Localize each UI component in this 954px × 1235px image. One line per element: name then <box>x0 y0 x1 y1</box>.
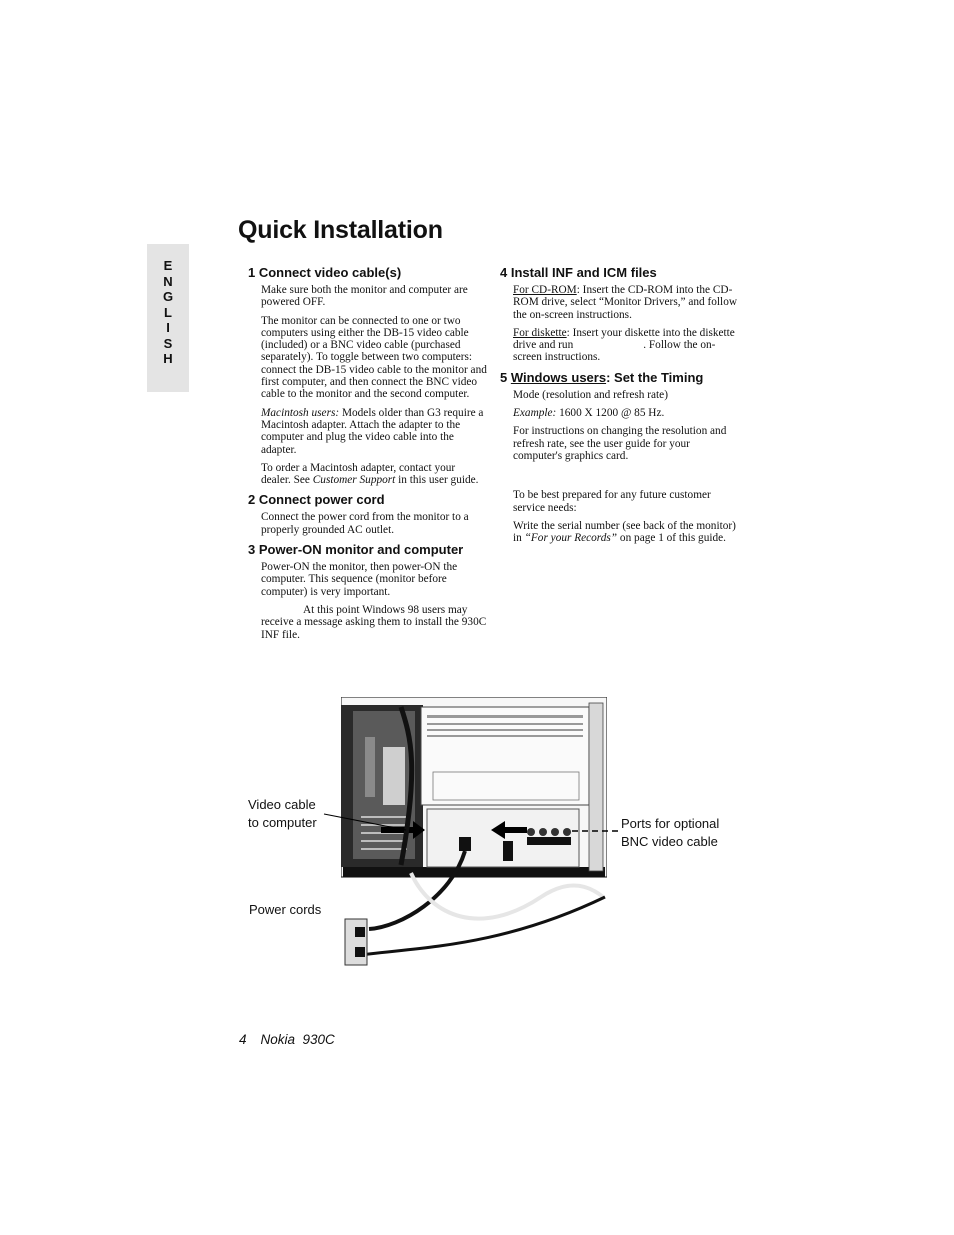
mac-adapter-text: To order a Macintosh adapter, contact your dealer. See <box>261 461 456 487</box>
cd-rom-label: For CD-ROM <box>513 284 577 296</box>
product-name: Nokia 930C <box>260 1032 335 1047</box>
tower-port-column <box>365 737 375 797</box>
monitor-side <box>589 703 603 871</box>
page-number: 4 <box>239 1032 247 1047</box>
diskette-text: : Insert your diskette into the diskette drive and run <box>513 326 735 352</box>
example-value: 1600 X 1200 @ 85 Hz. <box>556 407 665 420</box>
power-cords-callout: Power cords <box>249 902 322 917</box>
plug-top <box>355 927 365 937</box>
step5-num: 5 <box>500 369 511 385</box>
bnc-ports-callout <box>621 815 719 851</box>
mac-adapter-note <box>261 462 487 487</box>
language-letter: N <box>163 273 173 289</box>
plug-bottom <box>355 947 365 957</box>
bnc-label-bar <box>527 837 571 845</box>
step4-heading: 4 Install INF and ICM files <box>500 265 657 280</box>
step5-heading-rest: : Set the Timing <box>606 369 704 385</box>
step2-paragraph: Connect the power cord from the monitor to a properly grounded AC outlet. <box>261 511 469 536</box>
language-letter: G <box>162 289 174 304</box>
mac-users-label: Macintosh users: <box>261 406 340 419</box>
step1-paragraph: Make sure both the monitor and computer are powered OFF. <box>261 284 468 309</box>
diskette-label: For diskette <box>513 326 567 339</box>
power-cord-computer <box>361 897 605 955</box>
language-letter: H <box>163 351 173 366</box>
callout-line: BNC video cable <box>621 834 718 849</box>
mac-adapter-text-end: in this user guide. <box>395 474 479 487</box>
video-cable-callout <box>248 796 317 832</box>
service-intro: To be best prepared for any future customer service needs: <box>513 489 711 514</box>
step5-mode: Mode (resolution and refresh rate) <box>513 388 668 401</box>
step3-heading: 3 Power-ON monitor and computer <box>248 542 464 558</box>
callout-line: to computer <box>248 815 317 830</box>
example-label: Example: <box>513 407 557 420</box>
step3-note <box>261 604 487 641</box>
step3-note-text: At this point Windows 98 users may receive a message asking them to install the 930C INF file. <box>261 603 487 641</box>
language-tab <box>147 244 189 392</box>
language-letter: L <box>164 304 172 320</box>
step3-paragraph: Power-ON the monitor, then power-ON the computer. This sequence (monitor before computer) is very important. <box>261 561 458 598</box>
right-column <box>500 265 740 550</box>
cd-rom-instructions <box>513 284 739 321</box>
monitor-base-edge <box>343 867 605 877</box>
language-letter: S <box>163 335 173 351</box>
language-letter: I <box>166 320 170 335</box>
step1-heading: 1 Connect video cable(s) <box>248 265 402 280</box>
language-letter: E <box>163 258 173 273</box>
tower-io-panel <box>383 747 405 805</box>
step1-paragraph: The monitor can be connected to one or two computers using either the DB-15 video cable (included) or a BNC video cable (purchased separately). To toggle between two computers: connect the DB-15 video cable to the monitor and first computer, and then connect the BNC video cable to the monitor and the second computer. <box>261 314 487 401</box>
cd-rom-text: : Insert the CD-ROM into the CD-ROM drive, select “Monitor Drivers,” and follow the on-screen instructions. <box>513 284 738 321</box>
service-serial-note <box>513 520 739 545</box>
ports-callout-line <box>572 826 624 836</box>
serial-note-text: Write the serial number (see back of the monitor) in <box>513 519 736 545</box>
diskette-text-end: . Follow the on-screen instructions. <box>513 339 716 364</box>
step5-example <box>513 407 739 419</box>
callout-line: Video cable <box>248 797 316 812</box>
callout-line: Ports for optional <box>621 816 720 831</box>
power-socket <box>459 837 471 851</box>
db15-connector <box>503 841 513 861</box>
page-footer <box>239 1032 335 1047</box>
records-ref: “For your Records” <box>524 532 618 545</box>
step5-heading <box>500 370 740 385</box>
customer-support-ref: Customer Support <box>312 474 396 487</box>
page-title: Quick Installation <box>238 216 443 244</box>
wall-outlet <box>345 919 367 965</box>
serial-note-end: on page 1 of this guide. <box>617 532 726 545</box>
diskette-instructions <box>513 327 739 364</box>
left-column <box>248 265 488 647</box>
mac-users-text: Models older than G3 require a Macintosh adapter. Attach the adapter to the computer and plug the video cable into the adapter. <box>261 406 484 456</box>
mac-users-note <box>261 407 487 456</box>
windows-users-label: Windows users <box>510 369 607 385</box>
step2-heading: 2 Connect power cord <box>248 492 385 508</box>
video-callout-line <box>320 810 410 840</box>
step5-instructions: For instructions on changing the resolution and refresh rate, see the user guide for your computer's graphics card. <box>513 425 727 462</box>
monitor-housing <box>421 707 589 805</box>
